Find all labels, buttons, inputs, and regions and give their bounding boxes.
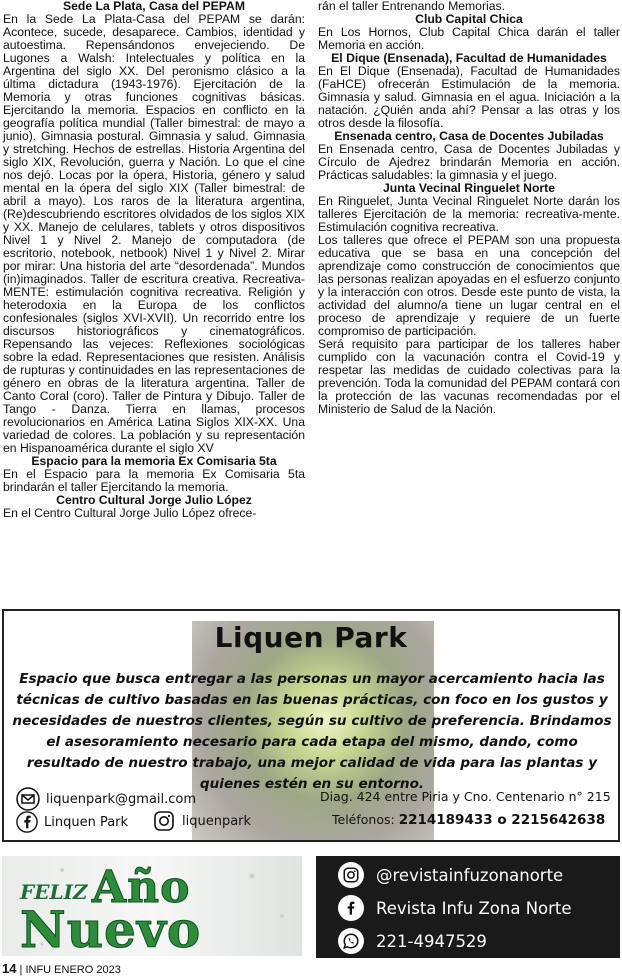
section-heading: Ensenada centro, Casa de Docentes Jubiladas bbox=[334, 129, 604, 143]
paragraph: En Los Hornos, Club Capital Chica darán el taller Memoria en acción. bbox=[318, 25, 620, 52]
paragraph: En la Sede La Plata-Casa del PEPAM se darán: Acontece, sucede, desaparece. Cambios, identidad y autoestima. Repensándonos envejeciendo. De Lugones a Walsh: Intelectuales y política en la Argentina del siglo XX. Del peronismo clásico a la última dictadura (1943-1976). Ejercitación de la Memoria y otras funciones cognitivas básicas. Ejercitando la memoria. Espacios en conflicto en la geografía política mundial (Taller bimestral: de mayo a junio). Gimnasia postural. Gimnasia y salud. Gimnasia y stretching. Hechos de estrellas. Historia Argentina del siglo XIX, Revolución, guerra y Nación. Lo que el cine nos dejó. Locas por la ópera, Historia, género y salud mental en la ópera del siglo XIX (Taller bimestral: de abril a mayo). Los raros de la literatura argentina, (Re)descubriendo escritores olvidados de los siglos XIX y XX. Manejo de celulares, tablets y otros dispositivos Nivel 1 y Nivel 2. Manejo de computadora (de escritorio, notebook, netbook) Nivel 1 y Nivel 2. Mirar por mirar: Una historia del arte “desordenada”. Mundos (in)imaginados. Taller de escritura creativa. Recreativa-MENTE: estimulación cognitiva recreativa. Religión y heterodoxia en la Europa de los conflictos confesionales (siglos XVI-XVII). Un recorrido entre los discursos historiográficos y cinematográficos. Repensando las vejeces: Reflexiones sociológicas sobre la edad. Representaciones que resisten. Análisis de rupturas y continuidades en las representaciones de género en obras de la literatura argentina. Taller de Canto Coral (coro). Taller de Pintura y Dibujo. Taller de Tango - Danza. Tierra en llamas, procesos revolucionarios en América Latina Siglos XIX-XX. Una variedad de colores. La población y su representación en Hispanoamérica durante el siglo XV bbox=[3, 12, 305, 455]
ad-phones-line bbox=[332, 812, 605, 828]
paragraph: rán el taller Entrenando Memorias. bbox=[318, 0, 505, 13]
ad-title: Liquen Park bbox=[214, 621, 408, 654]
section-heading: Club Capital Chica bbox=[415, 12, 523, 26]
instagram-icon bbox=[152, 809, 176, 833]
ad-email-row[interactable] bbox=[16, 787, 196, 811]
social-instagram[interactable]: @revistainfuzonanorte bbox=[376, 865, 564, 885]
paragraph: En el Espacio para la memoria Ex Comisaria 5ta brindarán el taller Ejercitando la memoria. bbox=[3, 467, 305, 494]
paragraph: Los talleres que ofrece el PEPAM son una propuesta educativa que se basa en una concepción del aprendizaje como construcción de conocimientos que las personas realizan apoyadas en el esfuerzo conjunto y la interacción con otros. Desde este punto de vista, la actividad del alumno/a tiene un lugar central en el proceso de aprendizaje y requiere de un fuerte compromiso de participación. bbox=[318, 233, 620, 338]
ad-description: Espacio que busca entregar a las personas un mayor acercamiento hacia las técnicas de cultivo basadas en las buenas prácticas, con foco en los gustos y necesidades de nuestros clientes, según su cultivo de preferencia. Brindamos el asesoramiento necesario para cada etapa del mismo, dando, como resultado de nuestro trabajo, una mejor calidad de vida para las plantas y quienes estén en su entorno. bbox=[12, 671, 612, 792]
section-heading: Junta Vecinal Ringuelet Norte bbox=[382, 181, 556, 195]
instagram-icon bbox=[338, 862, 364, 888]
facebook-icon bbox=[338, 895, 364, 921]
paragraph: Será requisito para participar de los talleres haber cumplido con la vacunación contra el Covid-19 y respetar las medidas de cuidado colectivas para la prevención. Toda la comunidad del PEPAM contará con la protección de las vacunas recomendadas por el Ministerio de Salud de la Nación. bbox=[318, 337, 620, 416]
social-whatsapp-row[interactable] bbox=[338, 928, 487, 954]
page-footer: 14 | INFU ENERO 2023 bbox=[2, 961, 121, 976]
social-facebook-row[interactable] bbox=[338, 895, 572, 921]
ad-email[interactable]: liquenpark@gmail.com bbox=[46, 791, 197, 807]
new-year-banner bbox=[2, 856, 302, 956]
banner-feliz: FELIZ bbox=[20, 880, 88, 904]
right-column bbox=[318, 0, 620, 416]
paragraph: En el Centro Cultural Jorge Julio López ofrece- bbox=[3, 506, 257, 520]
section-heading: Espacio para la memoria Ex Comisaria 5ta bbox=[31, 454, 277, 468]
paragraph: En Ensenada centro, Casa de Docentes Jubiladas y Círculo de Ajedrez brindarán Memoria en acción. Prácticas saludables: la gimnasia y el juego. bbox=[318, 142, 620, 182]
paragraph: En El Dique (Ensenada), Facultad de Humanidades (FaHCE) ofrecerán Estimulación de la memoria. Gimnasia y salud. Gimnasia en el agua. Iniciación a la natación. ¿Quién anda ahí? Pensar a las otras y los otros desde la filosofía. bbox=[318, 64, 620, 130]
ad-facebook-row[interactable] bbox=[16, 811, 128, 833]
section-heading: El Dique (Ensenada), Facultad de Humanidades bbox=[331, 51, 607, 65]
issue-label: INFU ENERO 2023 bbox=[25, 964, 121, 976]
liquen-park-ad bbox=[2, 609, 620, 842]
ad-instagram[interactable]: liquenpark bbox=[182, 813, 252, 829]
paragraph: En Ringuelet, Junta Vecinal Ringuelet Norte darán los talleres Ejercitación de la memoria: recreativa-mente. Estimulación cognitiva recreativa. bbox=[318, 194, 620, 234]
facebook-icon bbox=[16, 811, 38, 833]
page-number: 14 bbox=[2, 961, 17, 976]
ad-phones-label: Teléfonos: bbox=[332, 812, 399, 827]
ad-instagram-row[interactable] bbox=[152, 809, 251, 833]
social-whatsapp[interactable]: 221-4947529 bbox=[376, 931, 487, 951]
whatsapp-icon bbox=[338, 928, 364, 954]
social-instagram-row[interactable] bbox=[338, 862, 563, 888]
ad-facebook[interactable]: Linquen Park bbox=[44, 814, 129, 830]
banner-ano: Año bbox=[92, 862, 191, 913]
ad-address: Diag. 424 entre Piria y Cno. Centenario n° 215 bbox=[320, 789, 611, 804]
social-facebook[interactable]: Revista Infu Zona Norte bbox=[376, 898, 572, 918]
banner-nuevo: Nuevo bbox=[20, 900, 202, 956]
email-icon bbox=[16, 787, 40, 811]
left-column bbox=[3, 0, 305, 520]
section-heading: Centro Cultural Jorge Julio López bbox=[56, 493, 252, 507]
ad-phones: 2214189433 o 2215642638 bbox=[398, 812, 606, 828]
section-heading: Sede La Plata, Casa del PEPAM bbox=[63, 0, 245, 13]
magazine-social-box bbox=[316, 856, 620, 958]
